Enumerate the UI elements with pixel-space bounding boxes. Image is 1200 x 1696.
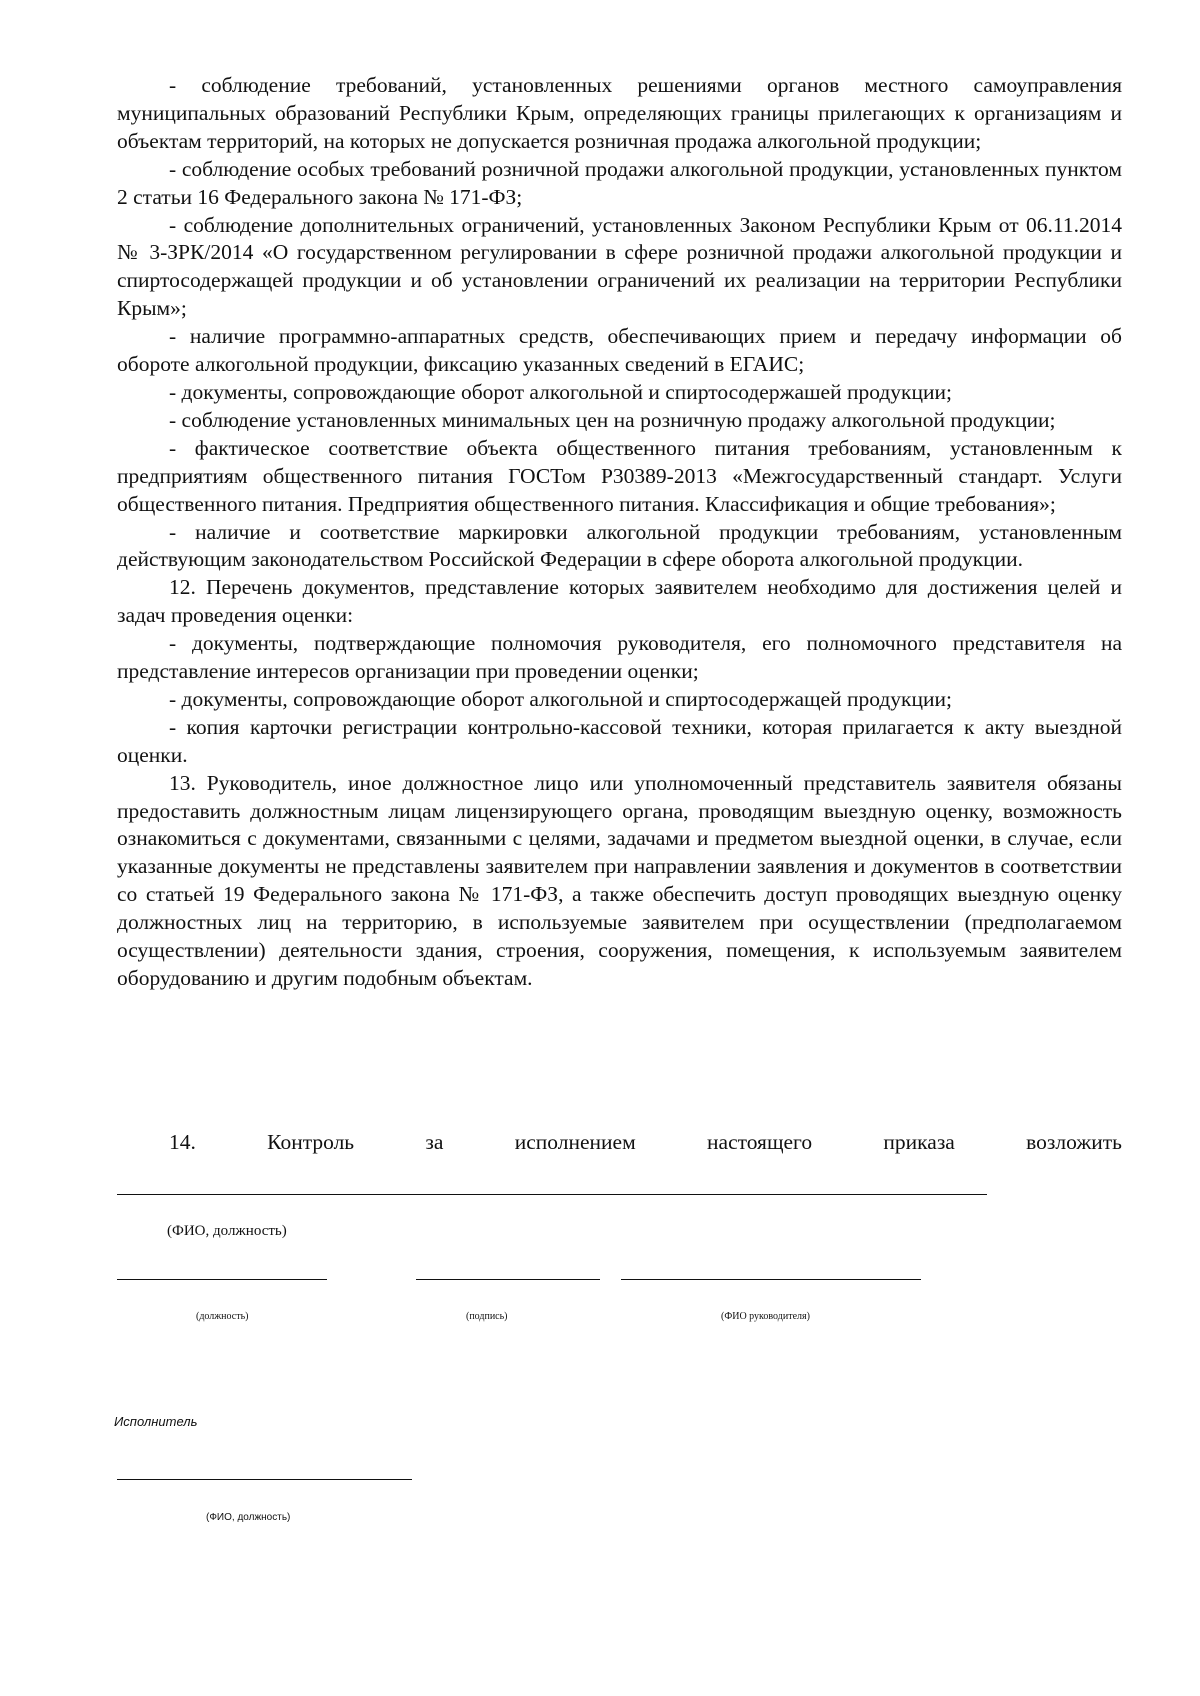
control-clause-word: приказа [883,1130,955,1154]
paragraph: - фактическое соответствие объекта общественного питания требованиям, установленным к предприятиям общественного питания ГОСТом Р30389-2013 «Межгосударственный стандарт. Услуги общественного питания. Предприятия общественного питания. Классификация и общие требования»; [117,435,1122,516]
position-caption: (должность) [196,1311,249,1322]
executor-caption: (ФИО, должность) [206,1512,291,1523]
paragraph: - документы, сопровождающие оборот алкогольной и спиртосодержашей продукции; [169,379,952,404]
paragraph: - копия карточки регистрации контрольно-кассовой техники, которая прилагается к акту выездной оценки. [117,714,1122,767]
signature-line [416,1279,600,1280]
paragraph: - соблюдение установленных минимальных цен на розничную продажу алкогольной продукции; [169,407,1056,432]
document-body [117,72,1122,993]
paragraph: - соблюдение дополнительных ограничений, установленных Законом Республики Крым от 06.11.2014 № 3-ЗРК/2014 «О государственном регулировании в сфере розничной продажи алкогольной продукции и спиртосодержащей продукции и об установлении ограничений их реализации на территории Республики Крым»; [117,212,1122,321]
head-fio-caption: (ФИО руководителя) [721,1311,810,1322]
fio-position-caption: (ФИО, должность) [167,1223,287,1239]
control-clause-word: Контроль [267,1130,355,1154]
paragraph: 13. Руководитель, иное должностное лицо или уполномоченный представитель заявителя обязаны предоставить должностным лицам лицензирующего органа, проводящим выездную оценку, возможность ознакомиться с документами, связанными с целями, задачами и предметом выездной оценки, в случае, если указанные документы не представлены заявителем при направлении заявления и документов в соответствии со статьей 19 Федерального закона № 171-ФЗ, а также обеспечить доступ проводящих выездную оценку должностных лиц на территорию, в используемые заявителем при осуществлении (предполагаемом осуществлении) деятельности здания, строения, сооружения, помещения, к используемым заявителем оборудованию и другим подобным объектам. [117,770,1122,990]
control-clause-number: 14. [169,1130,196,1154]
control-clause-word: за [425,1130,444,1154]
control-clause-word: исполнением [514,1130,636,1154]
position-line [117,1279,327,1280]
paragraph: - соблюдение требований, установленных решениями органов местного самоуправления муниципальных образований Республики Крым, определяющих границы прилегающих к организациям и объектам территорий, на которых не допускается розничная продажа алкогольной продукции; [117,73,1122,153]
paragraph: - документы, подтверждающие полномочия руководителя, его полномочного представителя на представление интересов организации при проведении оценки; [117,631,1122,684]
paragraph: 12. Перечень документов, представление которых заявителем необходимо для достижения целей и задач проведения оценки: [117,575,1122,628]
signature-caption: (подпись) [466,1311,508,1322]
paragraph: - наличие программно-аппаратных средств, обеспечивающих прием и передачу информации об обороте алкогольной продукции, фиксацию указанных сведений в ЕГАИС; [117,324,1122,377]
paragraph: - соблюдение особых требований розничной продажи алкогольной продукции, установленных пунктом 2 статьи 16 Федерального закона № 171-ФЗ; [117,156,1122,209]
head-fio-line [621,1279,921,1280]
executor-label: Исполнитель [114,1414,198,1429]
paragraph: - документы, сопровождающие оборот алкогольной и спиртосодержащей продукции; [169,686,952,711]
control-clause-word: возложить [1026,1130,1122,1154]
control-clause-line [117,1129,1122,1157]
responsible-person-line [117,1194,987,1195]
executor-line [117,1479,412,1480]
paragraph: - наличие и соответствие маркировки алкогольной продукции требованиям, установленным действующим законодательством Российской Федерации в сфере оборота алкогольной продукции. [117,519,1122,572]
control-clause-word: настоящего [707,1130,813,1154]
